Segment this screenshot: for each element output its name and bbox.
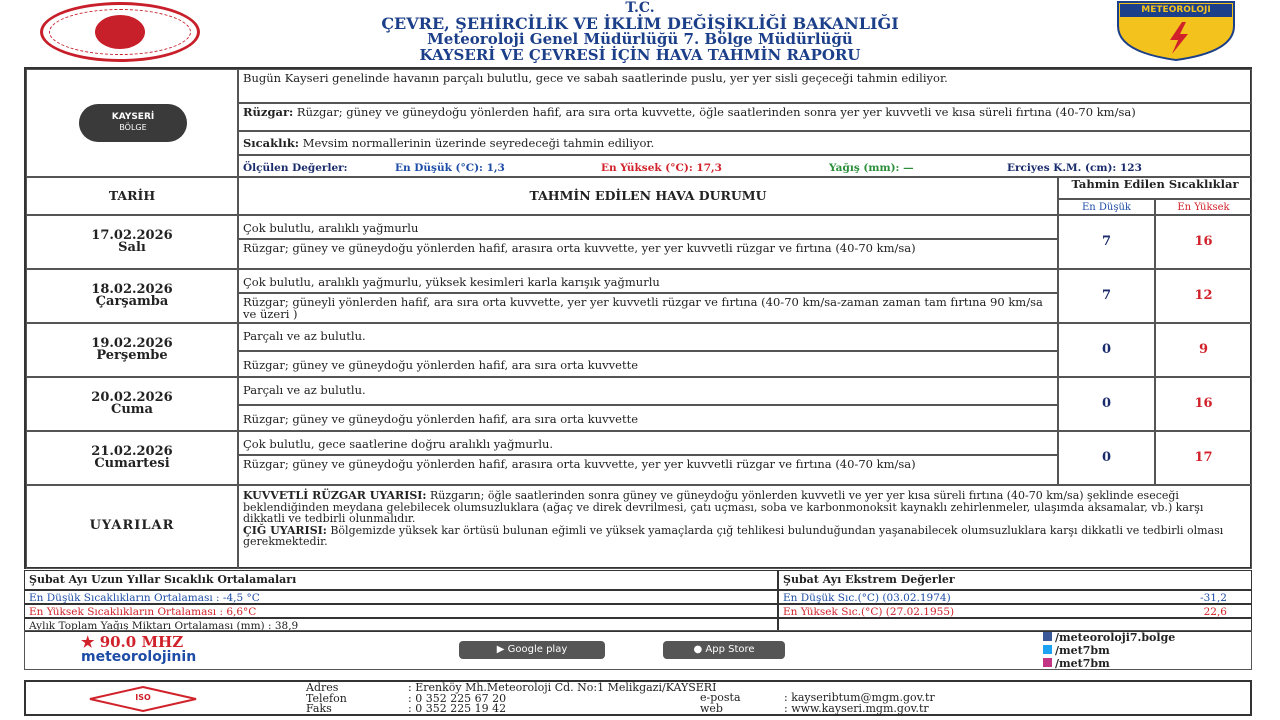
extreme-low-value: -31,2 (1200, 592, 1227, 604)
phone-value: : 0 352 225 67 20 (408, 691, 507, 705)
day-date-cell: 18.02.2026 Çarşamba (26, 269, 238, 323)
region-badge-cell (26, 69, 238, 177)
day-wind: Rüzgar; güney ve güneydoğu yönlerden hafif, arasıra orta kuvvette, yer yer kuvvetli rüzgar ve fırtına (40-70 km/sa) (238, 239, 1058, 269)
day-date-cell: 21.02.2026 Cumartesi (26, 431, 238, 485)
app-store-button[interactable]: ● App Store (663, 641, 785, 659)
forecast-table (24, 67, 1252, 569)
phone-label: Telefon (306, 691, 347, 705)
day-wind: Rüzgar; güneyli yönlerden hafif, ara sıra orta kuvvette, yer yer kuvvetli rüzgar ve fırtına (40-70 km/sa-zaman zaman tam fırtına 90 km/sa ve üzeri ) (238, 293, 1058, 323)
summary-general: Bugün Kayseri genelinde havanın parçalı bulutlu, gece ve sabah saatlerinde puslu, yer yer sisli geçeceği tahmin ediliyor. (238, 69, 1252, 103)
day-weather: Çok bulutlu, aralıklı yağmurlu, yüksek kesimleri karla karışık yağmurlu (238, 269, 1058, 293)
header-low: En Düşük (1058, 199, 1155, 215)
day-high: 16 (1155, 377, 1252, 431)
certification-logo (88, 686, 198, 712)
day-low: 7 (1058, 215, 1155, 269)
email-value[interactable]: : kayseribtum@mgm.gov.tr (784, 691, 935, 704)
instagram-icon (1043, 658, 1052, 667)
day-date-cell: 17.02.2026 Salı (26, 215, 238, 269)
day-high: 12 (1155, 269, 1252, 323)
avalanche-warning-title: ÇIĞ UYARISI: (243, 523, 327, 537)
twitter-icon (1043, 645, 1052, 654)
day-wind: Rüzgar; güney ve güneydoğu yönlerden hafif, ara sıra orta kuvvette (238, 351, 1058, 377)
wind-warning-text: Rüzgarın; öğle saatlerinden sonra güney ve güneydoğu yönlerden kuvvetli ve yer yer kısa süreli fırtına (40-70 km/sa) şeklinde eseceği beklendiğinden meydana gelebilecek olumsuzluklara (ağaç ve direk devrilmesi, çatı uçması, soba ve karbonmonoksit kaynaklı zehirlenmeler, ulaşımda aksamalar, vb.) karşı dikkatli ve tedbirli olunmalıdır. (243, 489, 1204, 525)
twitter-link[interactable]: /met7bm (1043, 644, 1175, 657)
extreme-high-value: 22,6 (1203, 606, 1227, 618)
apple-icon: ● (693, 644, 703, 655)
day-wind: Rüzgar; güney ve güneydoğu yönlerden hafif, ara sıra orta kuvvette (238, 405, 1058, 431)
star-icon: ★ (81, 633, 95, 651)
extremes-title: Şubat Ayı Ekstrem Değerler (778, 570, 1252, 590)
region-badge: KAYSERİ BÖLGE (79, 104, 187, 142)
extreme-high: En Yüksek Sıc.(°C) (27.02.1955) 22,6 (778, 604, 1252, 618)
measured-max: En Yüksek (°C): 17,3 (601, 162, 722, 174)
day-weather: Parçalı ve az bulutlu. (238, 377, 1058, 405)
facebook-link[interactable]: /meteoroloji7.bolge (1043, 631, 1175, 644)
header-directorate: Meteoroloji Genel Müdürlüğü 7. Bölge Müdürlüğü (427, 30, 853, 48)
longterm-rain-avg: Aylık Toplam Yağış Miktarı Ortalaması (mm) : 38,9 (24, 618, 778, 632)
header-temps: Tahmin Edilen Sıcaklıklar (1058, 177, 1252, 199)
day-low: 0 (1058, 377, 1155, 431)
day-weather: Çok bulutlu, gece saatlerine doğru aralıklı yağmurlu. (238, 431, 1058, 455)
summary-temperature: Sıcaklık: Mevsim normallerinin üzerinde seyredeceği tahmin ediliyor. (238, 131, 1252, 155)
social-links (1043, 631, 1175, 670)
day-low: 0 (1058, 323, 1155, 377)
header-high: En Yüksek (1155, 199, 1252, 215)
day-weather: Çok bulutlu, aralıklı yağmurlu (238, 215, 1058, 239)
measured-erciyes: Erciyes K.M. (cm): 123 (1007, 162, 1142, 174)
day-date-cell: 20.02.2026 Cuma (26, 377, 238, 431)
fax-label: Faks (306, 702, 332, 715)
longterm-high-avg: En Yüksek Sıcaklıkların Ortalaması : 6,6°C (24, 604, 778, 618)
wind-warning-title: KUVVETLİ RÜZGAR UYARISI: (243, 489, 427, 502)
meteoroloji-logo (1112, 0, 1240, 62)
address-value: : Erenköy Mh.Meteoroloji Cd. No:1 Melikgazi/KAYSERİ (408, 681, 717, 694)
day-date-cell: 19.02.2026 Perşembe (26, 323, 238, 377)
web-value[interactable]: : www.kayseri.mgm.gov.tr (784, 701, 929, 715)
measured-rain: Yağış (mm): — (829, 162, 914, 174)
header-date: TARİH (26, 177, 238, 215)
meteoroloji-logo-text: METEOROLOJI (1141, 5, 1211, 15)
address-label: Adres (306, 681, 339, 694)
instagram-link[interactable]: /met7bm (1043, 657, 1175, 670)
ministry-logo (40, 2, 200, 62)
radio-frequency: 90.0 MHZ (99, 633, 184, 651)
email-label: e-posta (700, 691, 741, 704)
day-weather: Parçalı ve az bulutlu. (238, 323, 1058, 351)
warnings-label: UYARILAR (26, 485, 238, 569)
facebook-icon (1043, 632, 1052, 641)
day-low: 0 (1058, 431, 1155, 485)
measured-values: Ölçülen Değerler: En Düşük (°C): 1,3 En Yüksek (°C): 17,3 Yağış (mm): — Erciyes K.M. (cm): 123 (238, 155, 1252, 177)
page-title: KAYSERİ VE ÇEVRESİ İÇİN HAVA TAHMİN RAPORU (419, 46, 861, 64)
header-forecast: TAHMİN EDİLEN HAVA DURUMU (238, 177, 1058, 215)
brand-name: meteorolojinin (81, 649, 197, 665)
measured-min: En Düşük (°C): 1,3 (395, 162, 505, 174)
day-high: 9 (1155, 323, 1252, 377)
day-wind: Rüzgar; güney ve güneydoğu yönlerden hafif, arasıra orta kuvvette, yer yer kuvvetli rüzgar ve fırtına (40-70 km/sa) (238, 455, 1058, 485)
header-tc: T.C. (625, 0, 655, 16)
day-high: 17 (1155, 431, 1252, 485)
web-label: web (700, 701, 723, 715)
day-high: 16 (1155, 215, 1252, 269)
avalanche-warning-text: Bölgemizde yüksek kar örtüsü bulunan eğimli ve yüksek yamaçlarda çığ tehlikesi bulunduğundan yaşanabilecek olumsuzluklara karşı dikkatli ve tedbirli olması gerekmektedir. (243, 523, 1224, 548)
warnings-text (238, 485, 1252, 569)
fax-value: : 0 352 225 19 42 (408, 702, 507, 715)
day-low: 7 (1058, 269, 1155, 323)
longterm-low-avg: En Düşük Sıcaklıkların Ortalaması : -4,5 °C (24, 590, 778, 604)
longterm-title: Şubat Ayı Uzun Yıllar Sıcaklık Ortalamaları (24, 570, 778, 590)
extreme-low: En Düşük Sıc.(°C) (03.02.1974) -31,2 (778, 590, 1252, 604)
summary-wind: Rüzgar: Rüzgar; güney ve güneydoğu yönlerden hafif, ara sıra orta kuvvette, öğle saatlerinden sonra yer yer kuvvetli ve kısa süreli fırtına (40-70 km/sa) (238, 103, 1252, 131)
certification-text: ISO (135, 693, 151, 702)
header-ministry: ÇEVRE, ŞEHİRCİLİK VE İKLİM DEĞİŞİKLİĞİ BAKANLIĞI (381, 14, 899, 33)
contact-footer (24, 680, 1252, 716)
promo-bar (24, 630, 1252, 670)
google-play-button[interactable]: ▶ Google play (459, 641, 605, 659)
